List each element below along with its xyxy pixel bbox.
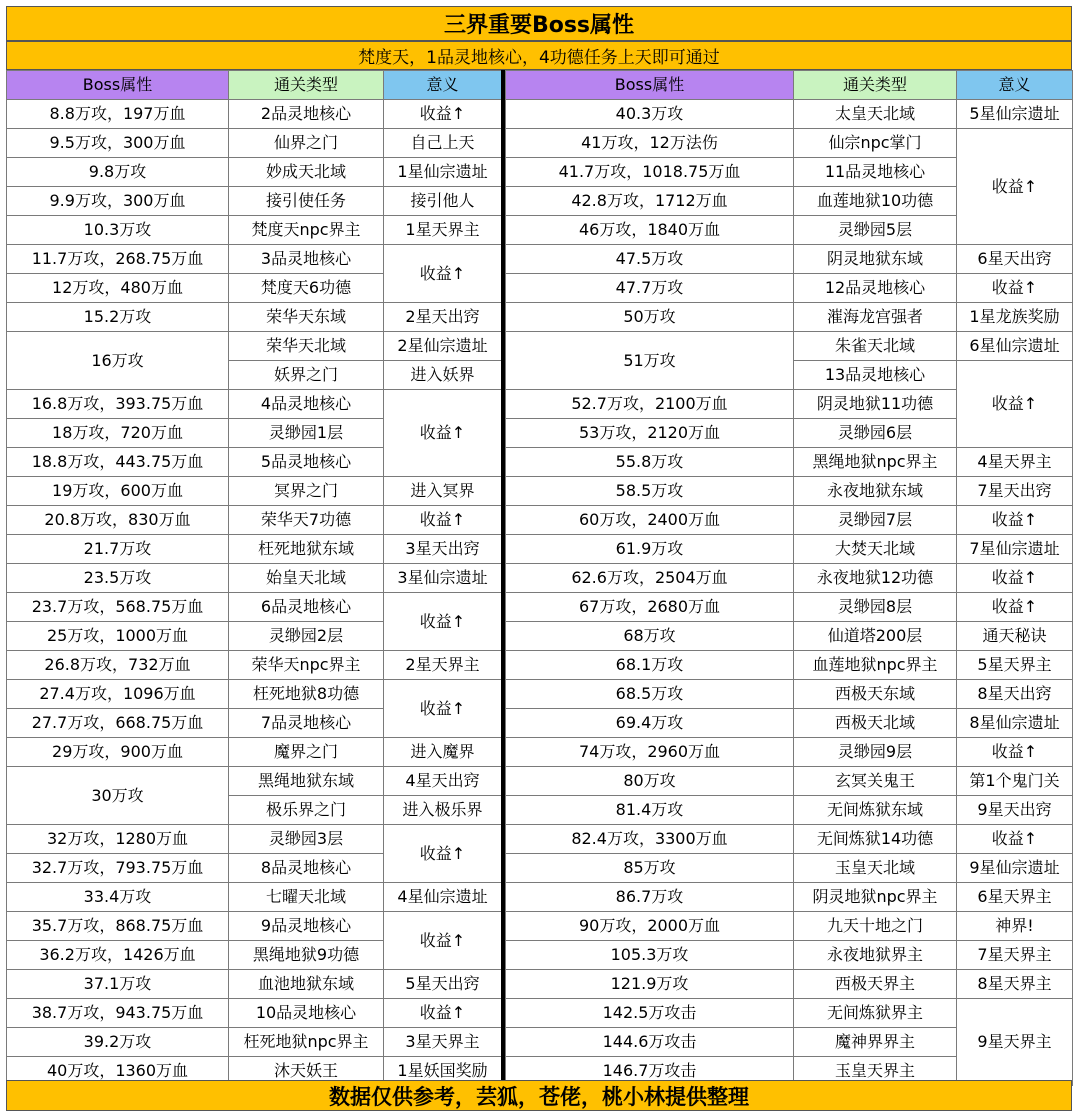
- meaning-cell: 收益↑: [384, 593, 502, 651]
- clear-type-cell: 6品灵地核心: [229, 593, 384, 622]
- boss-attr-cell: 26.8万攻，732万血: [7, 651, 229, 680]
- clear-type-cell: 接引使任务: [229, 187, 384, 216]
- meaning-cell: 收益↑: [957, 825, 1073, 854]
- table-row: [506, 506, 1073, 535]
- left-header-row: [7, 71, 502, 100]
- clear-type-cell: 灵缈园2层: [229, 622, 384, 651]
- boss-attr-cell: 36.2万攻，1426万血: [7, 941, 229, 970]
- table-row: [7, 680, 502, 709]
- meaning-cell: 1星龙族奖励: [957, 303, 1073, 332]
- meaning-cell: 收益↑: [384, 245, 502, 303]
- boss-attr-cell: 82.4万攻，3300万血: [506, 825, 794, 854]
- clear-type-cell: 七曜天北域: [229, 883, 384, 912]
- meaning-cell: 收益↑: [384, 506, 502, 535]
- boss-attr-cell: 33.4万攻: [7, 883, 229, 912]
- clear-type-cell: 无间炼狱东域: [794, 796, 957, 825]
- clear-type-cell: 西极天界主: [794, 970, 957, 999]
- meaning-cell: 8星天出窍: [957, 680, 1073, 709]
- boss-attr-cell: 27.4万攻，1096万血: [7, 680, 229, 709]
- clear-type-cell: 魔界之门: [229, 738, 384, 767]
- header-meaning: 意义: [957, 71, 1073, 100]
- table-row: [506, 564, 1073, 593]
- clear-type-cell: 2品灵地核心: [229, 100, 384, 129]
- table-row: [506, 129, 1073, 158]
- meaning-cell: 第1个鬼门关: [957, 767, 1073, 796]
- table-row: [506, 651, 1073, 680]
- meaning-cell: 5星仙宗遗址: [957, 100, 1073, 129]
- header-boss-attr: Boss属性: [7, 71, 229, 100]
- boss-attr-cell: 39.2万攻: [7, 1028, 229, 1057]
- table-row: [506, 796, 1073, 825]
- clear-type-cell: 5品灵地核心: [229, 448, 384, 477]
- boss-attr-cell: 38.7万攻，943.75万血: [7, 999, 229, 1028]
- meaning-cell: 收益↑: [957, 129, 1073, 245]
- clear-type-cell: 黑绳地狱东域: [229, 767, 384, 796]
- table-row: [506, 593, 1073, 622]
- meaning-cell: 6星天出窍: [957, 245, 1073, 274]
- meaning-cell: 收益↑: [957, 274, 1073, 303]
- clear-type-cell: 13品灵地核心: [794, 361, 957, 390]
- clear-type-cell: 8品灵地核心: [229, 854, 384, 883]
- clear-type-cell: 阴灵地狱东域: [794, 245, 957, 274]
- meaning-cell: 4星天出窍: [384, 767, 502, 796]
- table-row: [506, 825, 1073, 854]
- boss-attr-cell: 40万攻，1360万血: [7, 1057, 229, 1086]
- clear-type-cell: 梵度天6功德: [229, 274, 384, 303]
- boss-attr-cell: 68.1万攻: [506, 651, 794, 680]
- boss-attr-cell: 35.7万攻，868.75万血: [7, 912, 229, 941]
- clear-type-cell: 黑绳地狱npc界主: [794, 448, 957, 477]
- right-header-row: [506, 71, 1073, 100]
- boss-attr-cell: 37.1万攻: [7, 970, 229, 999]
- table-row: [7, 477, 502, 506]
- clear-type-cell: 灵缈园7层: [794, 506, 957, 535]
- clear-type-cell: 枉死地狱8功德: [229, 680, 384, 709]
- boss-attr-cell: 18万攻，720万血: [7, 419, 229, 448]
- clear-type-cell: 荣华天7功德: [229, 506, 384, 535]
- boss-attr-cell: 30万攻: [7, 767, 229, 825]
- header-clear-type: 通关类型: [229, 71, 384, 100]
- meaning-cell: 进入魔界: [384, 738, 502, 767]
- clear-type-cell: 荣华天东域: [229, 303, 384, 332]
- table-row: [7, 1028, 502, 1057]
- meaning-cell: 3星天界主: [384, 1028, 502, 1057]
- table-row: [7, 738, 502, 767]
- table-row: [7, 825, 502, 854]
- meaning-cell: 接引他人: [384, 187, 502, 216]
- boss-attr-cell: 9.5万攻，300万血: [7, 129, 229, 158]
- boss-attr-cell: 61.9万攻: [506, 535, 794, 564]
- meaning-cell: 3星仙宗遗址: [384, 564, 502, 593]
- table-row: [506, 883, 1073, 912]
- clear-type-cell: 荣华天北域: [229, 332, 384, 361]
- clear-type-cell: 无间炼狱14功德: [794, 825, 957, 854]
- clear-type-cell: 永夜地狱东域: [794, 477, 957, 506]
- boss-attr-cell: 42.8万攻，1712万血: [506, 187, 794, 216]
- clear-type-cell: 7品灵地核心: [229, 709, 384, 738]
- table-row: [7, 999, 502, 1028]
- boss-attr-cell: 41万攻，12万法伤: [506, 129, 794, 158]
- table-row: [7, 970, 502, 999]
- clear-type-cell: 妙成天北域: [229, 158, 384, 187]
- page-footer: 数据仅供参考，芸狐，苍佬，桃小林提供整理: [6, 1080, 1072, 1111]
- table-row: [7, 332, 502, 361]
- clear-type-cell: 4品灵地核心: [229, 390, 384, 419]
- table-row: [7, 158, 502, 187]
- boss-attr-cell: 50万攻: [506, 303, 794, 332]
- header-meaning: 意义: [384, 71, 502, 100]
- table-row: [7, 129, 502, 158]
- boss-attr-cell: 23.7万攻，568.75万血: [7, 593, 229, 622]
- clear-type-cell: 始皇天北域: [229, 564, 384, 593]
- clear-type-cell: 极乐界之门: [229, 796, 384, 825]
- meaning-cell: 收益↑: [384, 912, 502, 970]
- clear-type-cell: 玉皇天北域: [794, 854, 957, 883]
- table-row: [506, 999, 1073, 1028]
- boss-attr-cell: 121.9万攻: [506, 970, 794, 999]
- meaning-cell: 9星仙宗遗址: [957, 854, 1073, 883]
- clear-type-cell: 血莲地狱npc界主: [794, 651, 957, 680]
- clear-type-cell: 灵缈园6层: [794, 419, 957, 448]
- boss-attr-cell: 29万攻，900万血: [7, 738, 229, 767]
- header-boss-attr: Boss属性: [506, 71, 794, 100]
- clear-type-cell: 枉死地狱东域: [229, 535, 384, 564]
- clear-type-cell: 灵缈园5层: [794, 216, 957, 245]
- clear-type-cell: 妖界之门: [229, 361, 384, 390]
- meaning-cell: 4星仙宗遗址: [384, 883, 502, 912]
- clear-type-cell: 无间炼狱界主: [794, 999, 957, 1028]
- meaning-cell: 9星天出窍: [957, 796, 1073, 825]
- boss-attr-cell: 52.7万攻，2100万血: [506, 390, 794, 419]
- clear-type-cell: 仙道塔200层: [794, 622, 957, 651]
- table-row: [7, 883, 502, 912]
- clear-type-cell: 魔神界界主: [794, 1028, 957, 1057]
- meaning-cell: 8星仙宗遗址: [957, 709, 1073, 738]
- left-table: [6, 70, 502, 1086]
- clear-type-cell: 血莲地狱10功德: [794, 187, 957, 216]
- boss-attr-cell: 90万攻，2000万血: [506, 912, 794, 941]
- meaning-cell: 收益↑: [957, 361, 1073, 448]
- boss-attr-cell: 51万攻: [506, 332, 794, 390]
- meaning-cell: 1星妖国奖励: [384, 1057, 502, 1086]
- boss-attr-cell: 47.7万攻: [506, 274, 794, 303]
- clear-type-cell: 九天十地之门: [794, 912, 957, 941]
- meaning-cell: 自己上天: [384, 129, 502, 158]
- table-row: [506, 245, 1073, 274]
- boss-attr-cell: 69.4万攻: [506, 709, 794, 738]
- clear-type-cell: 血池地狱东域: [229, 970, 384, 999]
- boss-attr-cell: 8.8万攻，197万血: [7, 100, 229, 129]
- meaning-cell: 7星天界主: [957, 941, 1073, 970]
- clear-type-cell: 漼海龙宫强者: [794, 303, 957, 332]
- boss-attr-cell: 20.8万攻，830万血: [7, 506, 229, 535]
- meaning-cell: 3星天出窍: [384, 535, 502, 564]
- boss-attr-cell: 60万攻，2400万血: [506, 506, 794, 535]
- meaning-cell: 5星天出窍: [384, 970, 502, 999]
- boss-attr-cell: 41.7万攻，1018.75万血: [506, 158, 794, 187]
- table-row: [7, 303, 502, 332]
- clear-type-cell: 仙宗npc掌门: [794, 129, 957, 158]
- clear-type-cell: 西极天东域: [794, 680, 957, 709]
- boss-attr-cell: 40.3万攻: [506, 100, 794, 129]
- boss-attr-cell: 46万攻，1840万血: [506, 216, 794, 245]
- table-row: [506, 941, 1073, 970]
- clear-type-cell: 灵缈园9层: [794, 738, 957, 767]
- boss-attr-cell: 144.6万攻击: [506, 1028, 794, 1057]
- boss-attr-cell: 85万攻: [506, 854, 794, 883]
- clear-type-cell: 玄冥关鬼王: [794, 767, 957, 796]
- clear-type-cell: 12品灵地核心: [794, 274, 957, 303]
- page-subtitle: 梵度天，1品灵地核心，4功德任务上天即可通过: [6, 41, 1072, 70]
- clear-type-cell: 10品灵地核心: [229, 999, 384, 1028]
- boss-attr-cell: 16.8万攻，393.75万血: [7, 390, 229, 419]
- page-title: 三界重要Boss属性: [6, 6, 1072, 41]
- clear-type-cell: 灵缈园1层: [229, 419, 384, 448]
- meaning-cell: 1星仙宗遗址: [384, 158, 502, 187]
- table-row: [7, 216, 502, 245]
- boss-attr-cell: 105.3万攻: [506, 941, 794, 970]
- clear-type-cell: 仙界之门: [229, 129, 384, 158]
- meaning-cell: 收益↑: [957, 506, 1073, 535]
- meaning-cell: 通天秘诀: [957, 622, 1073, 651]
- clear-type-cell: 阴灵地狱npc界主: [794, 883, 957, 912]
- boss-attr-cell: 62.6万攻，2504万血: [506, 564, 794, 593]
- clear-type-cell: 大焚天北域: [794, 535, 957, 564]
- table-row: [506, 535, 1073, 564]
- meaning-cell: 进入妖界: [384, 361, 502, 390]
- boss-attr-cell: 27.7万攻，668.75万血: [7, 709, 229, 738]
- boss-attr-cell: 11.7万攻，268.75万血: [7, 245, 229, 274]
- table-row: [506, 303, 1073, 332]
- table-row: [506, 912, 1073, 941]
- clear-type-cell: 阴灵地狱11功德: [794, 390, 957, 419]
- boss-attr-cell: 12万攻，480万血: [7, 274, 229, 303]
- clear-type-cell: 沐天妖王: [229, 1057, 384, 1086]
- clear-type-cell: 3品灵地核心: [229, 245, 384, 274]
- meaning-cell: 7星仙宗遗址: [957, 535, 1073, 564]
- clear-type-cell: 黑绳地狱9功德: [229, 941, 384, 970]
- meaning-cell: 进入冥界: [384, 477, 502, 506]
- boss-attr-cell: 15.2万攻: [7, 303, 229, 332]
- clear-type-cell: 永夜地狱12功德: [794, 564, 957, 593]
- table-row: [7, 651, 502, 680]
- boss-attr-cell: 86.7万攻: [506, 883, 794, 912]
- clear-type-cell: 灵缈园8层: [794, 593, 957, 622]
- meaning-cell: 4星天界主: [957, 448, 1073, 477]
- boss-attr-cell: 81.4万攻: [506, 796, 794, 825]
- table-row: [506, 680, 1073, 709]
- table-row: [506, 477, 1073, 506]
- table-row: [506, 767, 1073, 796]
- table-row: [506, 854, 1073, 883]
- boss-attr-cell: 9.9万攻，300万血: [7, 187, 229, 216]
- meaning-cell: 收益↑: [384, 100, 502, 129]
- boss-attr-cell: 47.5万攻: [506, 245, 794, 274]
- clear-type-cell: 9品灵地核心: [229, 912, 384, 941]
- boss-attr-cell: 58.5万攻: [506, 477, 794, 506]
- clear-type-cell: 朱雀天北域: [794, 332, 957, 361]
- clear-type-cell: 11品灵地核心: [794, 158, 957, 187]
- boss-attr-cell: 32万攻，1280万血: [7, 825, 229, 854]
- clear-type-cell: 玉皇天界主: [794, 1057, 957, 1086]
- table-row: [7, 767, 502, 796]
- meaning-cell: 8星天界主: [957, 970, 1073, 999]
- clear-type-cell: 灵缈园3层: [229, 825, 384, 854]
- header-clear-type: 通关类型: [794, 71, 957, 100]
- boss-attr-cell: 146.7万攻击: [506, 1057, 794, 1086]
- table-row: [506, 448, 1073, 477]
- meaning-cell: 7星天出窍: [957, 477, 1073, 506]
- meaning-cell: 2星天界主: [384, 651, 502, 680]
- boss-attr-cell: 67万攻，2680万血: [506, 593, 794, 622]
- table-row: [7, 912, 502, 941]
- table-row: [7, 506, 502, 535]
- table-row: [506, 738, 1073, 767]
- table-row: [506, 709, 1073, 738]
- table-row: [7, 390, 502, 419]
- meaning-cell: 6星天界主: [957, 883, 1073, 912]
- boss-attr-cell: 25万攻，1000万血: [7, 622, 229, 651]
- meaning-cell: 进入极乐界: [384, 796, 502, 825]
- table-row: [506, 332, 1073, 361]
- clear-type-cell: 荣华天npc界主: [229, 651, 384, 680]
- meaning-cell: 收益↑: [384, 680, 502, 738]
- table-row: [7, 100, 502, 129]
- table-row: [7, 187, 502, 216]
- boss-attr-cell: 19万攻，600万血: [7, 477, 229, 506]
- boss-attr-cell: 68万攻: [506, 622, 794, 651]
- boss-attr-cell: 18.8万攻，443.75万血: [7, 448, 229, 477]
- meaning-cell: 2星天出窍: [384, 303, 502, 332]
- clear-type-cell: 西极天北域: [794, 709, 957, 738]
- table-row: [7, 593, 502, 622]
- boss-attr-cell: 53万攻，2120万血: [506, 419, 794, 448]
- boss-attr-cell: 21.7万攻: [7, 535, 229, 564]
- boss-attr-cell: 32.7万攻，793.75万血: [7, 854, 229, 883]
- meaning-cell: 收益↑: [384, 825, 502, 883]
- clear-type-cell: 梵度天npc界主: [229, 216, 384, 245]
- meaning-cell: 2星仙宗遗址: [384, 332, 502, 361]
- meaning-cell: 6星仙宗遗址: [957, 332, 1073, 361]
- boss-attr-cell: 10.3万攻: [7, 216, 229, 245]
- boss-attr-cell: 9.8万攻: [7, 158, 229, 187]
- boss-attr-cell: 16万攻: [7, 332, 229, 390]
- meaning-cell: 9星天界主: [957, 999, 1073, 1086]
- clear-type-cell: 太皇天北域: [794, 100, 957, 129]
- meaning-cell: 神界!: [957, 912, 1073, 941]
- table-row: [506, 622, 1073, 651]
- clear-type-cell: 枉死地狱npc界主: [229, 1028, 384, 1057]
- right-table: [505, 70, 1073, 1086]
- clear-type-cell: 冥界之门: [229, 477, 384, 506]
- boss-attr-cell: 68.5万攻: [506, 680, 794, 709]
- boss-attr-cell: 23.5万攻: [7, 564, 229, 593]
- clear-type-cell: 永夜地狱界主: [794, 941, 957, 970]
- boss-attr-cell: 55.8万攻: [506, 448, 794, 477]
- meaning-cell: 收益↑: [957, 593, 1073, 622]
- table-row: [506, 274, 1073, 303]
- table-row: [506, 970, 1073, 999]
- meaning-cell: 收益↑: [957, 738, 1073, 767]
- table-row: [7, 535, 502, 564]
- meaning-cell: 收益↑: [384, 999, 502, 1028]
- meaning-cell: 1星天界主: [384, 216, 502, 245]
- boss-attr-cell: 74万攻，2960万血: [506, 738, 794, 767]
- table-row: [7, 245, 502, 274]
- meaning-cell: 收益↑: [384, 390, 502, 477]
- meaning-cell: 收益↑: [957, 564, 1073, 593]
- table-row: [506, 100, 1073, 129]
- boss-attr-cell: 80万攻: [506, 767, 794, 796]
- meaning-cell: 5星天界主: [957, 651, 1073, 680]
- table-row: [7, 564, 502, 593]
- boss-attr-cell: 142.5万攻击: [506, 999, 794, 1028]
